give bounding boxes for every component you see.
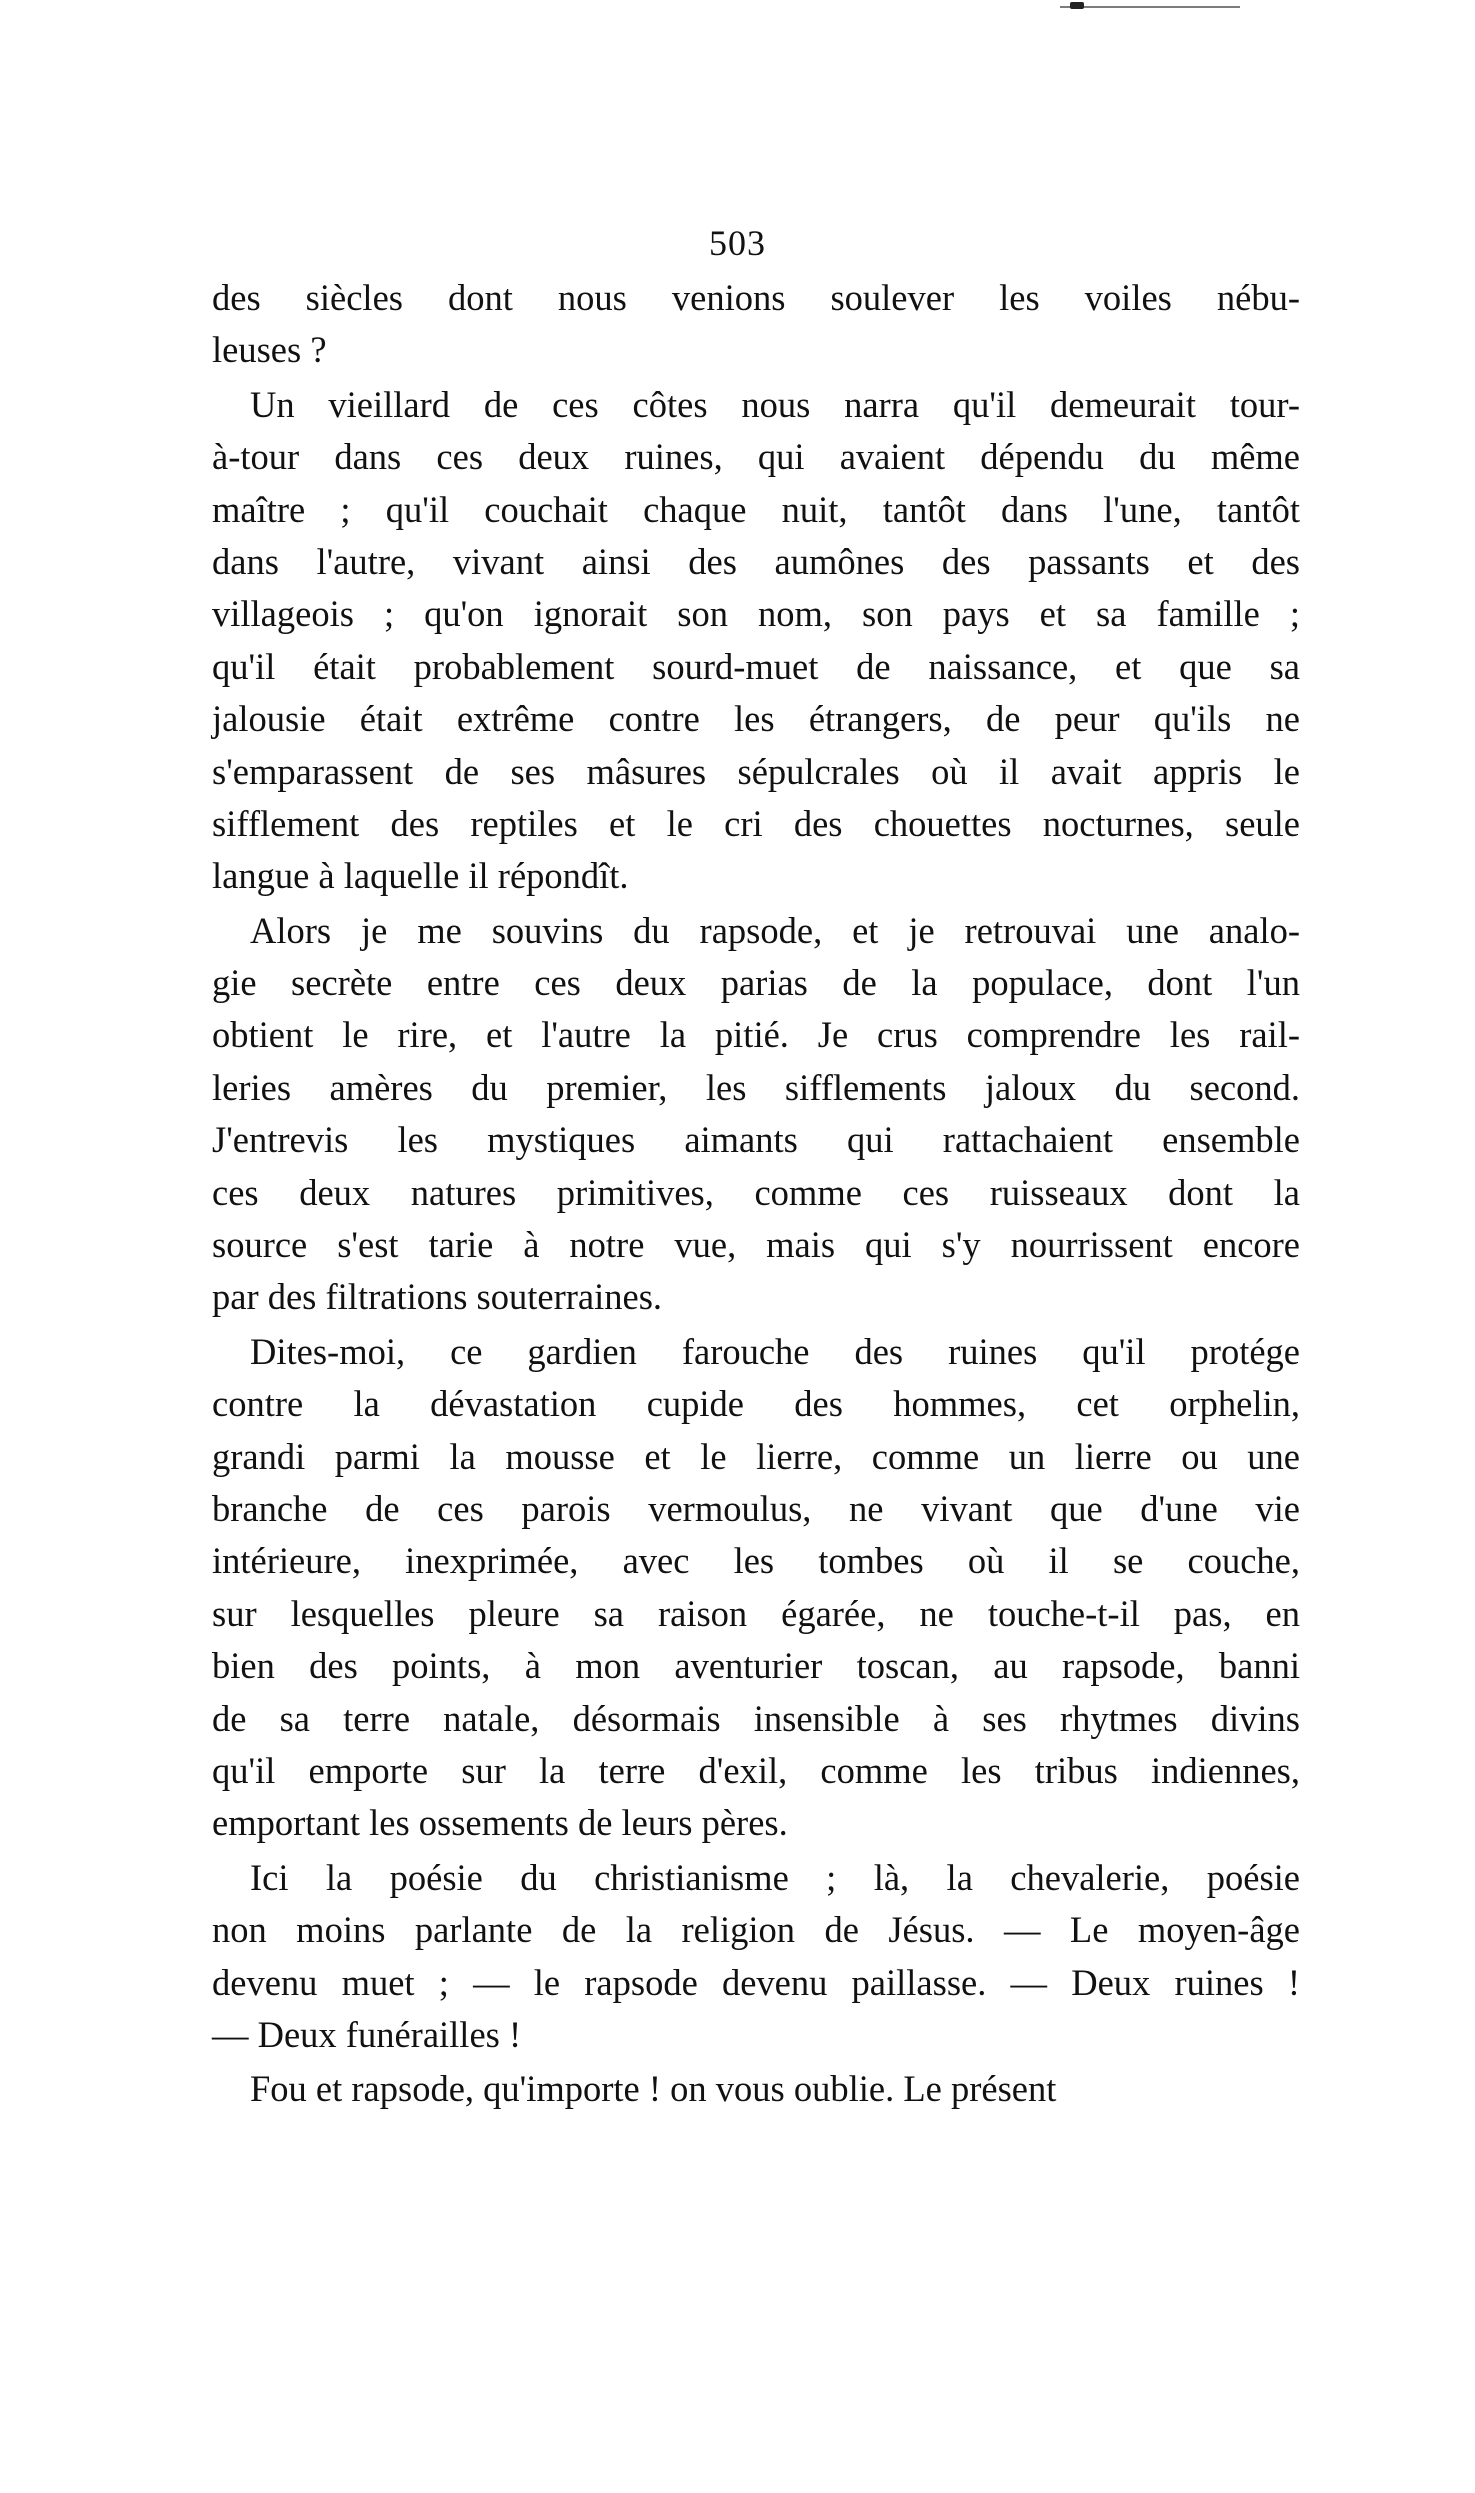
text-line: ces deux natures primitives, comme ces ruisseaux dont la [212,1171,1300,1213]
text-line: sur lesquelles pleure sa raison égarée, ne touche-t-il pas, en [212,1592,1300,1634]
text-line: obtient le rire, et l'autre la pitié. Je crus comprendre les rail- [212,1014,1300,1056]
text-line: Ici la poésie du christianisme ; là, la chevalerie, poésie [250,1856,1300,1898]
text-line: Dites-moi, ce gardien farouche des ruines qu'il protége [250,1330,1300,1372]
scan-speck [1070,2,1084,9]
text-line: par des filtrations souterraines. [212,1276,663,1318]
page-number: 503 [709,223,766,263]
paragraph [212,379,1300,903]
text-line: — Deux funérailles ! [212,2013,522,2055]
paragraph [212,1852,1300,2062]
text-line: langue à laquelle il répondît. [212,855,629,897]
text-line: qu'il était probablement sourd-muet de naissance, et que sa [212,645,1300,687]
text-line: des siècles dont nous venions soulever les voiles nébu- [212,277,1300,318]
text-line: Fou et rapsode, qu'importe ! on vous oublie. Le présent [250,2068,1057,2110]
text-line: villageois ; qu'on ignorait son nom, son pays et sa famille ; [212,593,1300,635]
text-line: branche de ces parois vermoulus, ne vivant que d'une vie [212,1487,1300,1529]
text-line: s'emparassent de ses mâsures sépulcrales où il avait appris le [212,750,1300,792]
paragraph [212,1326,1300,1850]
text-line: jalousie était extrême contre les étrangers, de peur qu'ils ne [212,698,1300,740]
text-line: grandi parmi la mousse et le lierre, comme un lierre ou une [212,1435,1300,1477]
text-line: source s'est tarie à notre vue, mais qui s'y nourrissent encore [212,1224,1300,1266]
text-line: Alors je me souvins du rapsode, et je retrouvai une analo- [250,909,1300,951]
text-line: qu'il emporte sur la terre d'exil, comme les tribus indiennes, [212,1749,1300,1791]
text-line: leries amères du premier, les sifflements jaloux du second. [212,1066,1300,1108]
text-line: à-tour dans ces deux ruines, qui avaient dépendu du même [212,436,1300,478]
text-line: maître ; qu'il couchait chaque nuit, tantôt dans l'une, tantôt [212,488,1300,530]
text-line: contre la dévastation cupide des hommes, cet orphelin, [212,1383,1300,1425]
paragraph [212,272,1300,377]
paragraph [212,905,1300,1324]
text-line: de sa terre natale, désormais insensible à ses rhytmes divins [212,1697,1300,1739]
text-line: Un vieillard de ces côtes nous narra qu'il demeurait tour- [250,383,1300,425]
paragraph [212,2063,1300,2115]
text-line: J'entrevis les mystiques aimants qui rattachaient ensemble [212,1119,1300,1161]
text-line: leuses ? [212,329,327,371]
body-text [212,272,1300,2116]
text-line: emportant les ossements de leurs pères. [212,1802,788,1844]
text-line: sifflement des reptiles et le cri des chouettes nocturnes, seule [212,802,1300,844]
text-line: gie secrète entre ces deux parias de la populace, dont l'un [212,962,1300,1004]
scan-edge-mark [1060,6,1240,8]
text-line: dans l'autre, vivant ainsi des aumônes des passants et des [212,540,1300,582]
text-line: bien des points, à mon aventurier toscan, au rapsode, banni [212,1645,1300,1687]
text-line: intérieure, inexprimée, avec les tombes où il se couche, [212,1540,1300,1582]
text-line: devenu muet ; — le rapsode devenu paillasse. — Deux ruines ! [212,1961,1300,2003]
text-line: non moins parlante de la religion de Jésus. — Le moyen-âge [212,1909,1300,1951]
